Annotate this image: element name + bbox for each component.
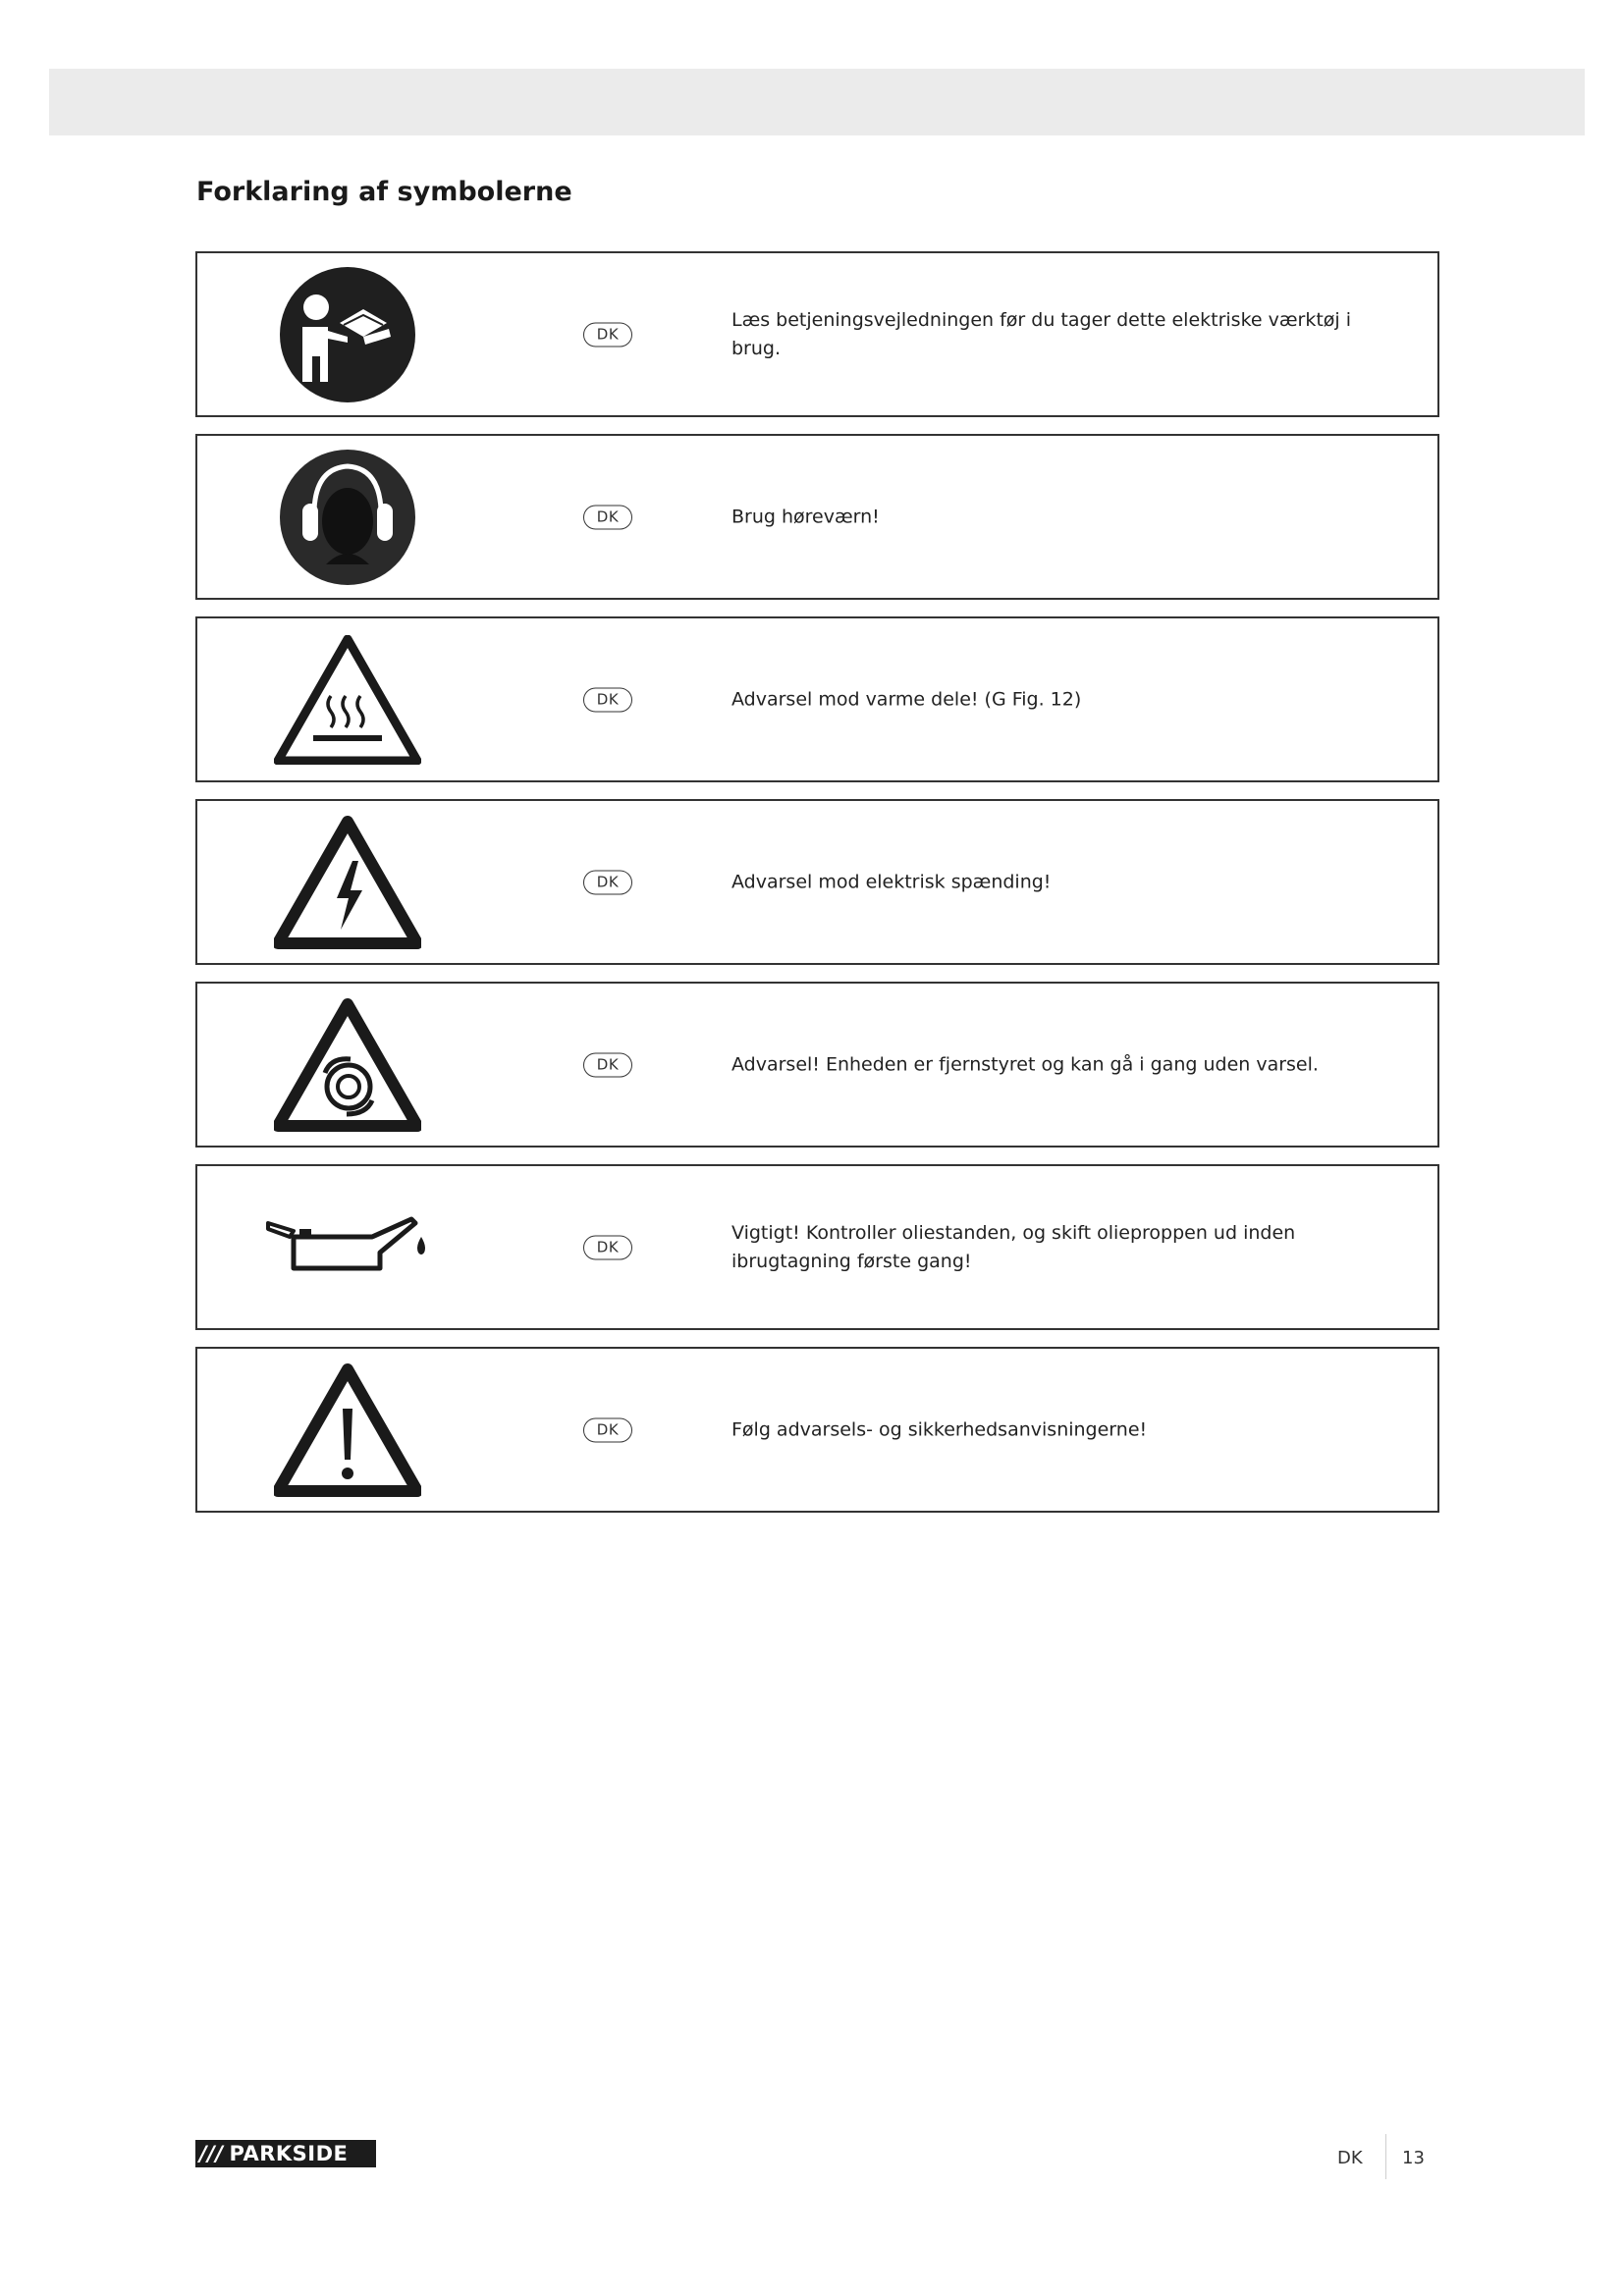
ear-protection-icon [279, 449, 416, 586]
lang-badge: DK [583, 322, 632, 347]
lang-badge: DK [583, 687, 632, 712]
lang-badge: DK [583, 1417, 632, 1442]
symbol-table [195, 251, 1439, 1529]
symbol-row [195, 982, 1439, 1148]
lang-badge: DK [583, 870, 632, 894]
page-title: Forklaring af symbolerne [196, 177, 572, 207]
footer-language: DK [1337, 2148, 1363, 2168]
symbol-description: Læs betjeningsvejledningen før du tager dette elektriske værktøj i brug. [731, 308, 1352, 359]
symbol-row [195, 1164, 1439, 1330]
electric-voltage-warning-icon [274, 816, 421, 949]
symbol-row [195, 1347, 1439, 1513]
symbol-description: Følg advarsels- og sikkerhedsanvisningerne! [731, 1418, 1148, 1440]
lang-badge: DK [583, 505, 632, 529]
brand-logo-slashes: /// [199, 2142, 224, 2165]
brand-logo-text: PARKSIDE [229, 2142, 349, 2165]
header-band [49, 69, 1585, 135]
symbol-row [195, 251, 1439, 417]
read-manual-icon [279, 266, 416, 403]
symbol-row [195, 799, 1439, 965]
footer-divider [1385, 2134, 1386, 2179]
hot-surface-warning-icon [274, 635, 421, 765]
symbol-description: Advarsel! Enheden er fjernstyret og kan gå i gang uden varsel. [731, 1053, 1319, 1075]
general-warning-icon [274, 1363, 421, 1497]
oil-can-icon [264, 1213, 431, 1282]
brand-logo [195, 2140, 376, 2167]
symbol-description: Advarsel mod varme dele! (G Fig. 12) [731, 688, 1082, 710]
symbol-row [195, 434, 1439, 600]
symbol-description: Vigtigt! Kontroller oliestanden, og skift olieproppen ud inden ibrugtagning første gang! [731, 1221, 1296, 1272]
lang-badge: DK [583, 1235, 632, 1259]
symbol-description: Brug høreværn! [731, 506, 880, 527]
remote-start-warning-icon [274, 998, 421, 1132]
lang-badge: DK [583, 1052, 632, 1077]
page-number: 13 [1402, 2148, 1425, 2168]
symbol-description: Advarsel mod elektrisk spænding! [731, 871, 1052, 892]
symbol-row [195, 616, 1439, 782]
